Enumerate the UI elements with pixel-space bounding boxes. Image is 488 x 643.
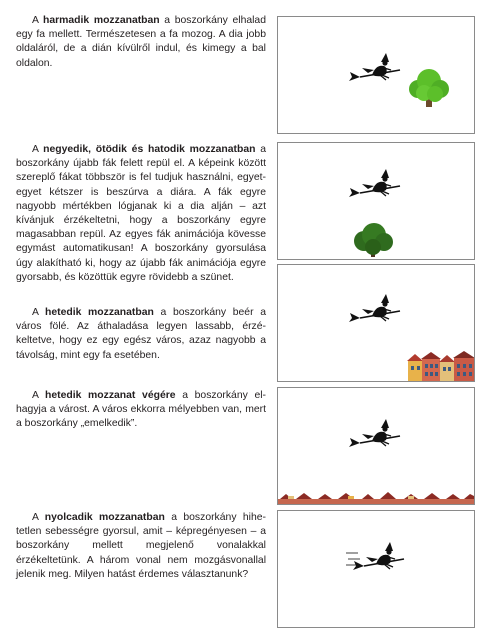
tree-icon (409, 69, 449, 107)
slide-frame-3 (277, 264, 475, 382)
text-part: a boszorkány elhalad egy fa mellett. Természetesen a fa mozog. A dia jobb oldaláról, de a dián kívülről indul, és kimegy a bal oldalon. (16, 15, 266, 69)
slide-frame-4 (277, 387, 475, 505)
town-icon (407, 351, 474, 381)
text-part: A (32, 144, 44, 155)
paragraph-8th-moment (16, 511, 266, 582)
witch-icon (353, 542, 404, 570)
town-icon (278, 492, 474, 504)
text-part: a boszorkány hihetetlen sebességre gyorsul, amit – képregényesen – a boszorkány mellett megjelenő vonalakkal érzékeltetünk. A három vonal nem mozgásvonallal jelenik meg. Milyen hatást érdemes választanunk? (16, 512, 266, 580)
slide-frame-1 (277, 16, 475, 134)
slide-illustration (278, 17, 474, 133)
slide-illustration (278, 265, 474, 381)
slide-illustration (278, 143, 474, 259)
witch-icon (349, 294, 400, 322)
text-part: A (32, 390, 46, 401)
slide-frame-2 (277, 142, 475, 260)
text-part-bold: harmadik mozzanatban (43, 15, 160, 26)
paragraph-7th-moment-end (16, 389, 266, 432)
text-part: a boszorkány beér a város fölé. Az áthaladása legyen lassabb, érzékeltetve, hogy ez egy egész város, azaz nagyobb a távolság, mint egy fa esetében. (16, 307, 266, 361)
witch-icon (349, 419, 400, 447)
text-part: A (32, 512, 45, 523)
paragraph-3rd-moment (16, 14, 266, 71)
text-part-bold: hetedik mozzanat végére (45, 390, 176, 401)
tree-icon (354, 223, 393, 257)
text-part: A (32, 15, 43, 26)
text-part-bold: hetedik mozzanatban (45, 307, 154, 318)
slide-illustration (278, 388, 474, 504)
witch-icon (349, 53, 400, 81)
paragraph-4th-5th-6th-moment (16, 143, 266, 285)
text-part-bold: negyedik, ötödik és hatodik mozzanatban (43, 144, 256, 155)
text-part: a boszorkány újabb fák felett repül el. A képeink között szereplő fákat többször is fel tudjuk használni, egyet-egyet kétszer is beszúrva a diára. A fák egyre nagyobb mértékben lógjanak ki a dia alján – azt kívánjuk érzékeltetni, hogy a boszorkány egyre magasabban repül. Az egyes fák animációja kövesse egymást automatikusan! A boszorkány gyorsulása úgy alakítható ki, hogy az újabb fák animációja egyre gyorsabb, és közöttük egyre rövidebb a szünet. (16, 144, 267, 283)
text-part-bold: nyolcadik mozzanatban (44, 512, 165, 523)
slide-frame-5 (277, 510, 475, 628)
paragraph-7th-moment (16, 306, 266, 363)
text-part: a boszorkány elhagyja a várost. A város ekkorra mélyebben van, mert a boszorkány „emelkedik”. (16, 390, 266, 430)
text-part: A (32, 307, 46, 318)
witch-icon (349, 169, 400, 197)
slide-illustration (278, 511, 474, 627)
